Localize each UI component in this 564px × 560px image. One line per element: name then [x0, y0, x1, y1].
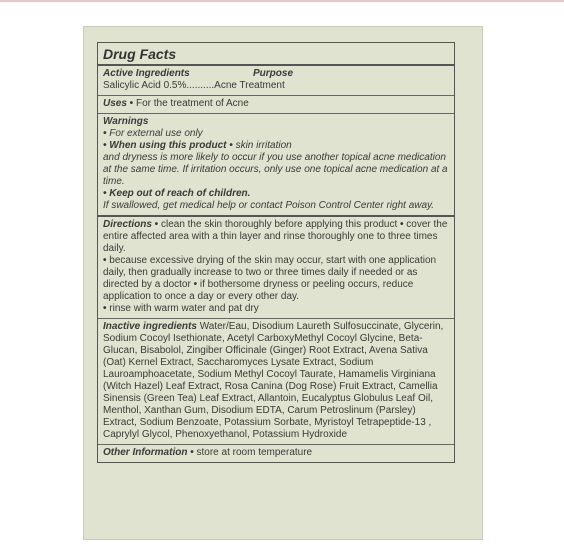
bullet: •: [397, 219, 407, 230]
active-ingredients-header: Active Ingredients: [103, 68, 190, 79]
when-using-text: skin irritation: [235, 140, 292, 151]
keep-out-label: Keep out of reach of children.: [109, 188, 251, 199]
bullet: •: [126, 98, 136, 109]
inactive-ingredients-section: [98, 319, 454, 444]
bullet: •: [103, 303, 110, 314]
directions-section: [98, 217, 454, 318]
other-information-section: [98, 445, 454, 462]
bullet: •: [187, 447, 197, 458]
directions-text-2: because excessive drying of the skin may occur, start with one application daily, then gradually increase to two or three times daily if needed or as directed by a doctor: [103, 255, 437, 290]
bullet: •: [103, 188, 110, 199]
purpose-header: Purpose: [253, 68, 294, 79]
when-using-label: When using this product: [109, 140, 227, 151]
when-using-line: [103, 140, 449, 152]
directions-para-3: [103, 303, 449, 315]
inactive-ingredients-text: Water/Eau, Disodium Laureth Sulfosuccinate, Glycerin, Sodium Cocoyl Isethionate, Acetyl CarboxyMethyl Cocoyl Glycine, Beta-Glucan, Bisabolol, Zingiber Officinale (Ginger) Root Extract, Avena Sativa (Oat) Kernel Extract, Saccharomyces Lysate Extract, Sodium Lauroamphoacetate, Sodium Methyl Cocoyl Taurate, Hamamelis Virginiana (Witch Hazel) Leaf Extract, Rosa Canina (Dog Rose) Fruit Extract, Camellia Sinensis (Green Tea) Leaf Extract, Allantoin, Eucalyptus Globulus Leaf Oil, Menthol, Xanthan Gum, Disodium EDTA, Carum Petroslinum (Parsley) Extract, Sodium Benzoate, Potassium Sorbate, Myristoyl Tetrapeptide-13 , Caprylyl Glycol, Phenoxyethanol, Potassium Hydroxide: [103, 321, 444, 440]
bullet: •: [103, 255, 110, 266]
bullet: •: [103, 140, 110, 151]
directions-text-3: if bothersome dryness or peeling occurs, reduce application to once a day or every other day.: [103, 279, 414, 302]
bullet: •: [226, 140, 236, 151]
top-divider: [0, 0, 564, 2]
warnings-section: [98, 114, 454, 215]
directions-text-4: rinse with warm water and pat dry: [109, 303, 259, 314]
active-ingredients-section: [98, 66, 454, 95]
bullet: •: [151, 219, 161, 230]
directions-text-1: clean the skin thoroughly before applying this product: [160, 219, 398, 230]
drug-facts-panel: [97, 42, 455, 463]
external-use-text: For external use only: [109, 128, 203, 139]
dryness-text: and dryness is more likely to occur if you use another topical acne medication at the same time. If irritation occurs, only use one topical acne medication at a time.: [103, 152, 448, 187]
bullet: •: [103, 128, 110, 139]
directions-text-1b: cover the entire affected area with a thin layer and rinse thoroughly one to three times daily.: [103, 219, 448, 254]
swallowed-text: If swallowed, get medical help or contact Poison Control Center right away.: [103, 200, 435, 211]
uses-label: Uses: [103, 98, 127, 109]
other-information-text: store at room temperature: [196, 447, 313, 458]
directions-para-2: [103, 255, 449, 303]
other-information-label: Other Information: [103, 447, 188, 458]
uses-text: For the treatment of Acne: [135, 98, 249, 109]
keep-out-line: [103, 188, 449, 200]
inactive-ingredients-label: Inactive ingredients: [103, 321, 197, 332]
warnings-label: Warnings: [103, 116, 149, 127]
active-ingredient-line: Salicylic Acid 0.5%..........Acne Treatment: [103, 80, 285, 91]
external-use-line: [103, 128, 449, 140]
active-header-row: [103, 68, 449, 80]
directions-para-1: [103, 219, 449, 255]
panel-title: Drug Facts: [103, 46, 177, 62]
directions-label: Directions: [103, 219, 152, 230]
bullet: •: [190, 279, 200, 290]
uses-section: [98, 96, 454, 113]
